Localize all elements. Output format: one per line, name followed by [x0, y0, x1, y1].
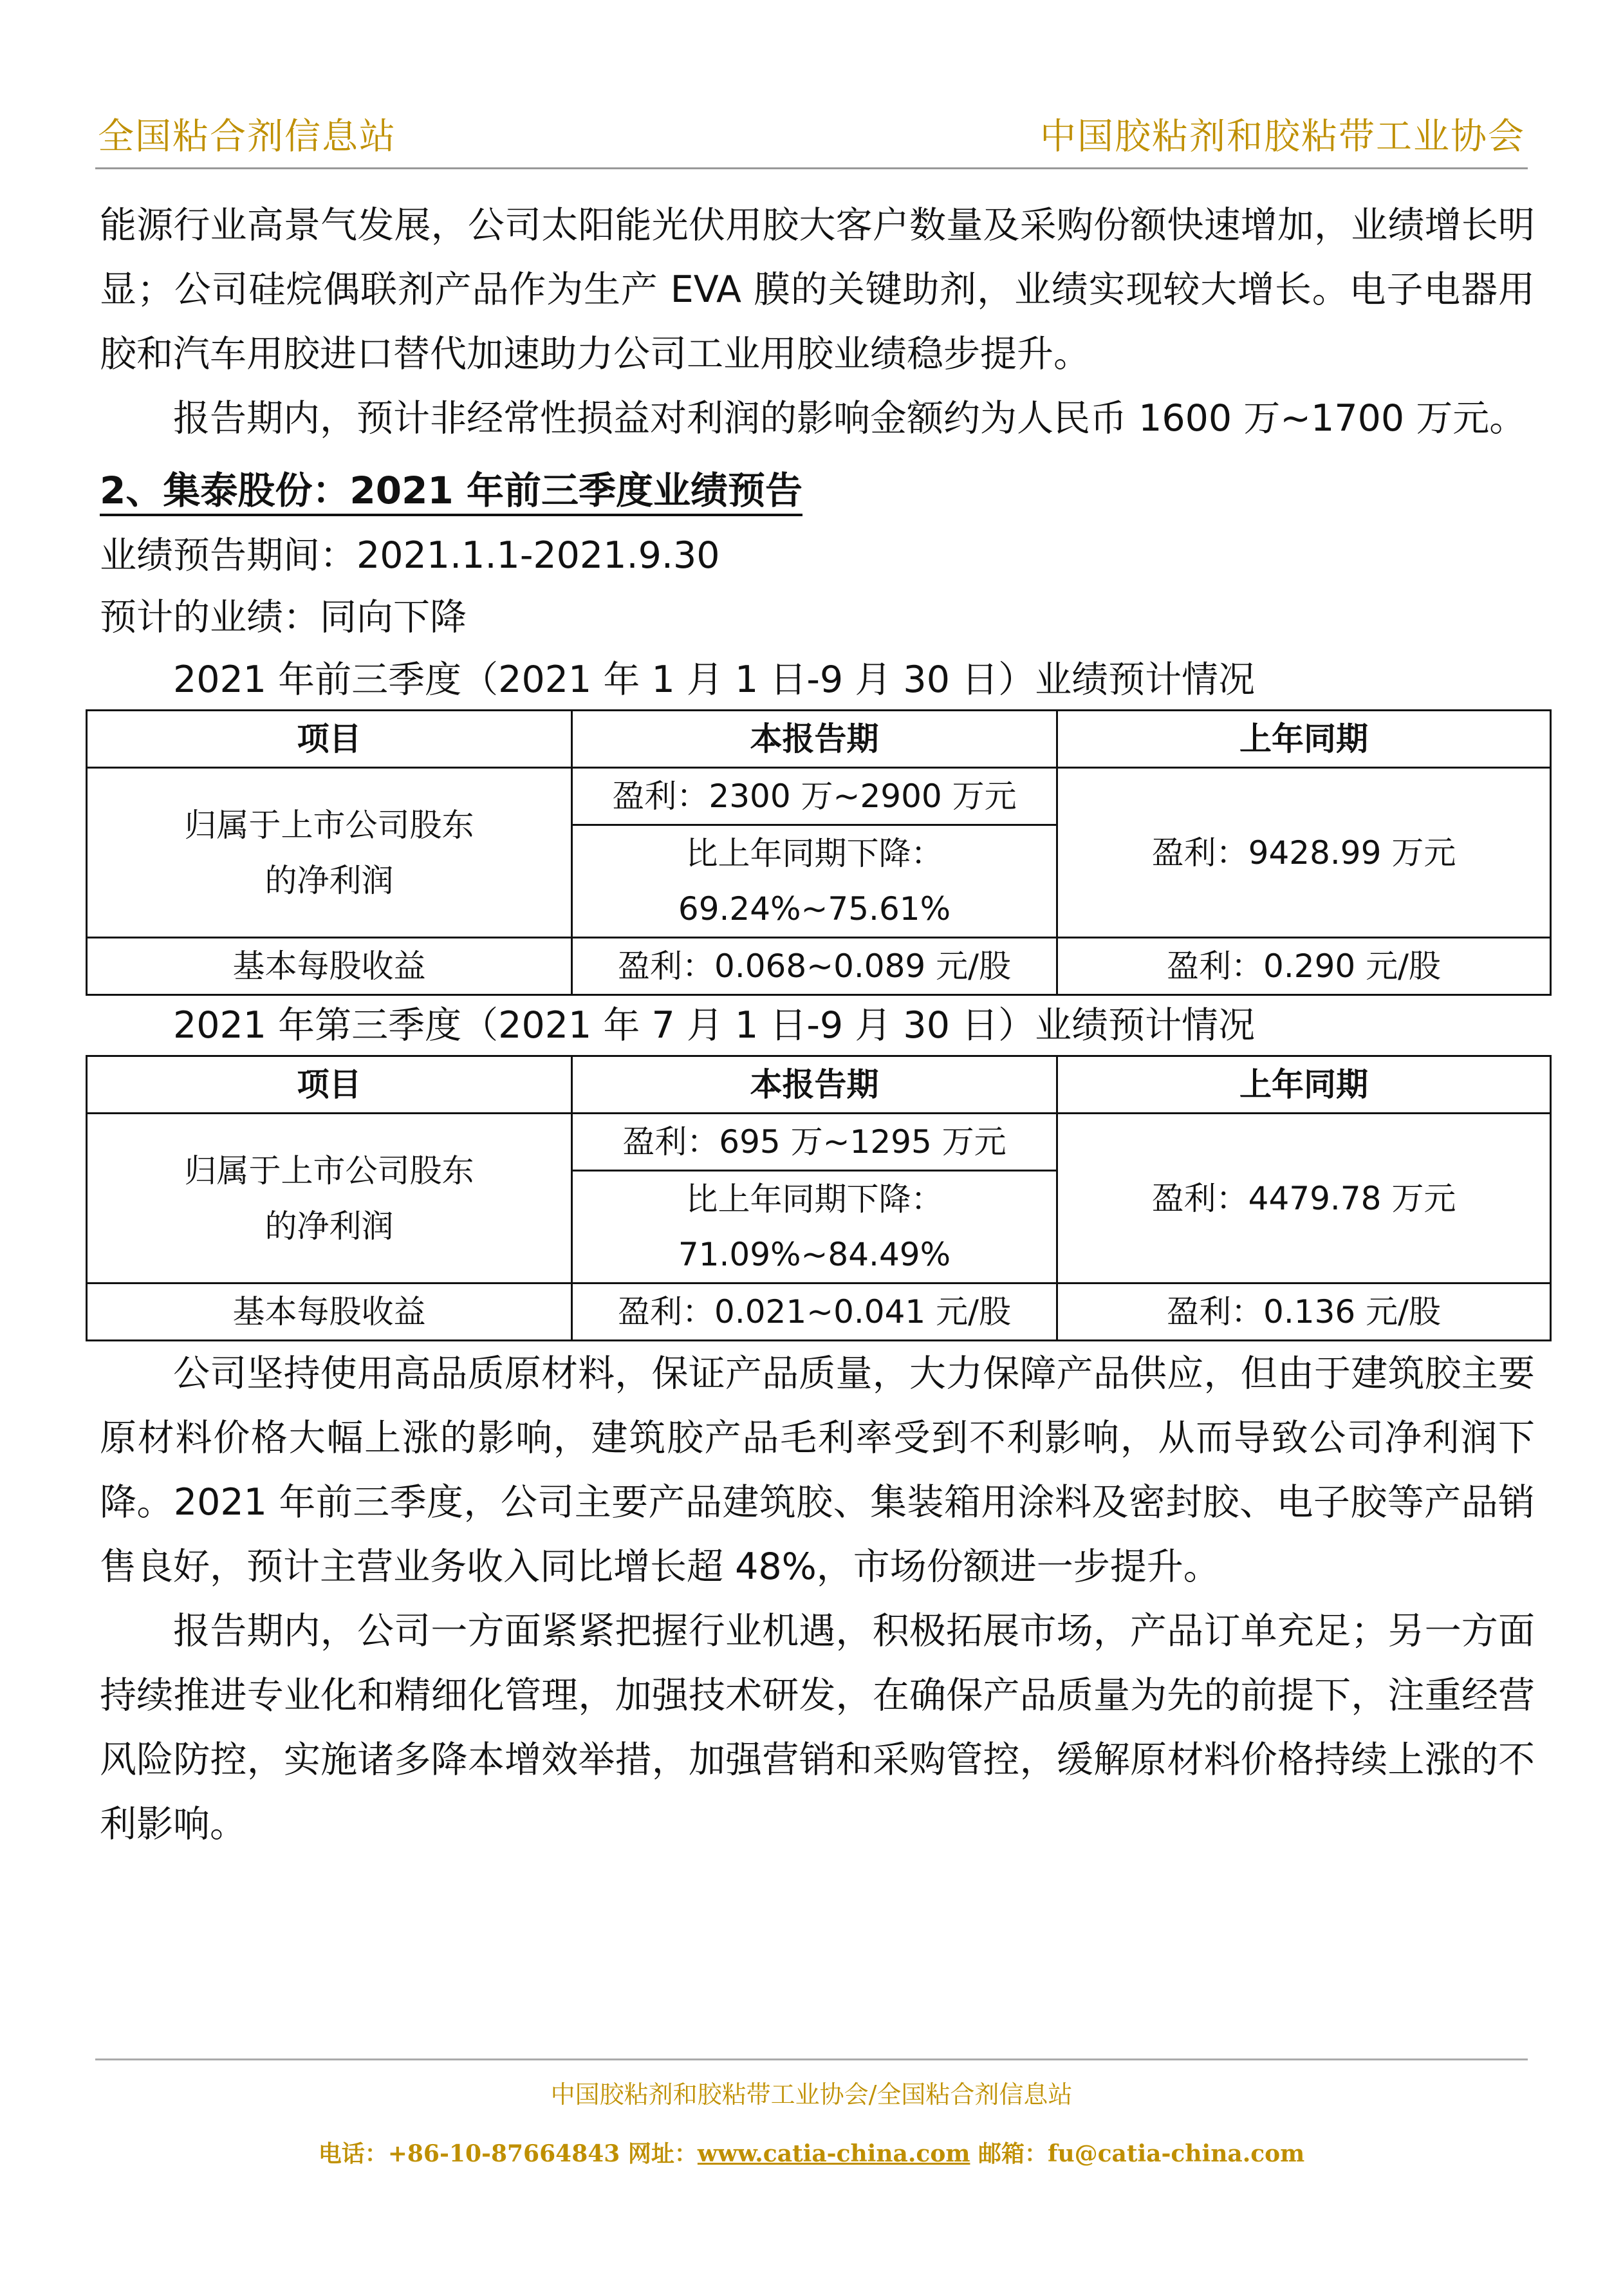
forecast-period: 业绩预告期间：2021.1.1-2021.9.30	[100, 534, 720, 577]
prior-profit: 盈利：9428.99 万元	[1057, 768, 1551, 938]
forecast-table-ytd	[86, 709, 1552, 996]
eps-label: 基本每股收益	[87, 938, 572, 995]
prior-profit: 盈利：4479.78 万元	[1057, 1114, 1551, 1283]
intro-paragraph: 报告期内，预计非经常性损益对利润的影响金额约为人民币 1600 万~1700 万元。	[173, 397, 1526, 440]
footer-org: 中国胶粘剂和胶粘带工业协会/全国粘合剂信息站	[550, 2080, 1073, 2109]
eps-current: 盈利：0.021~0.041 元/股	[572, 1283, 1057, 1341]
table-header-row	[87, 1056, 1551, 1114]
footer-website-link[interactable]: www.catia-china.com	[697, 2140, 970, 2167]
net-profit-label: 归属于上市公司股东 的净利润	[87, 768, 572, 938]
eps-prior: 盈利：0.290 元/股	[1057, 938, 1551, 995]
eps-current: 盈利：0.068~0.089 元/股	[572, 938, 1057, 995]
col-header-item: 项目	[87, 711, 572, 768]
current-profit: 盈利：2300 万~2900 万元	[572, 768, 1057, 825]
page-footer	[95, 2058, 1528, 2169]
header-site-name: 全国粘合剂信息站	[98, 116, 396, 158]
col-header-current: 本报告期	[572, 1056, 1057, 1114]
footer-email: 邮箱：fu@catia-china.com	[970, 2140, 1305, 2167]
table-row	[87, 768, 1551, 825]
document-body	[100, 193, 1535, 1856]
table-row	[87, 938, 1551, 995]
body-paragraph: 公司坚持使用高品质原材料，保证产品质量，大力保障产品供应，但由于建筑胶主要原材料价格大幅上涨的影响，建筑胶产品毛利率受到不利影响，从而导致公司净利润下降。2021 年前三季度，公司主要产品建筑胶、集装箱用涂料及密封胶、电子胶等产品销售良好，预计主营业务收入同比增长超 48%，市场份额进一步提升。	[100, 1352, 1535, 1588]
table-row	[87, 1283, 1551, 1341]
table-caption: 2021 年前三季度（2021 年 1 月 1 日-9 月 30 日）业绩预计情况	[173, 658, 1256, 701]
table-caption: 2021 年第三季度（2021 年 7 月 1 日-9 月 30 日）业绩预计情况	[173, 1004, 1256, 1047]
current-profit: 盈利：695 万~1295 万元	[572, 1114, 1057, 1171]
forecast-type: 预计的业绩：同向下降	[100, 596, 467, 639]
body-paragraph: 报告期内，公司一方面紧紧把握行业机遇，积极拓展市场，产品订单充足；另一方面持续推进专业化和精细化管理，加强技术研发，在确保产品质量为先的前提下，注重经营风险防控，实施诸多降本增效举措，加强营销和采购管控，缓解原材料价格持续上涨的不利影响。	[100, 1610, 1535, 1845]
net-profit-label: 归属于上市公司股东 的净利润	[87, 1114, 572, 1283]
section-heading: 2、集泰股份：2021 年前三季度业绩预告	[100, 458, 802, 523]
decline-cell: 比上年同期下降： 71.09%~84.49%	[572, 1171, 1057, 1283]
forecast-table-q3	[86, 1055, 1552, 1341]
header-association-name: 中国胶粘剂和胶粘带工业协会	[1040, 116, 1525, 158]
col-header-prior: 上年同期	[1057, 1056, 1551, 1114]
col-header-item: 项目	[87, 1056, 572, 1114]
eps-prior: 盈利：0.136 元/股	[1057, 1283, 1551, 1341]
page-header	[95, 116, 1528, 169]
table-header-row	[87, 711, 1551, 768]
decline-cell: 比上年同期下降： 69.24%~75.61%	[572, 825, 1057, 938]
col-header-current: 本报告期	[572, 711, 1057, 768]
col-header-prior: 上年同期	[1057, 711, 1551, 768]
table-row	[87, 1114, 1551, 1171]
footer-contact	[95, 2136, 1528, 2169]
footer-phone: 电话：+86-10-87664843 网址：	[318, 2140, 698, 2167]
intro-paragraph: 能源行业高景气发展，公司太阳能光伏用胶大客户数量及采购份额快速增加，业绩增长明显；公司硅烷偶联剂产品作为生产 EVA 膜的关键助剂，业绩实现较大增长。电子电器用胶和汽车用胶进口替代加速助力公司工业用胶业绩稳步提升。	[100, 204, 1535, 375]
eps-label: 基本每股收益	[87, 1283, 572, 1341]
